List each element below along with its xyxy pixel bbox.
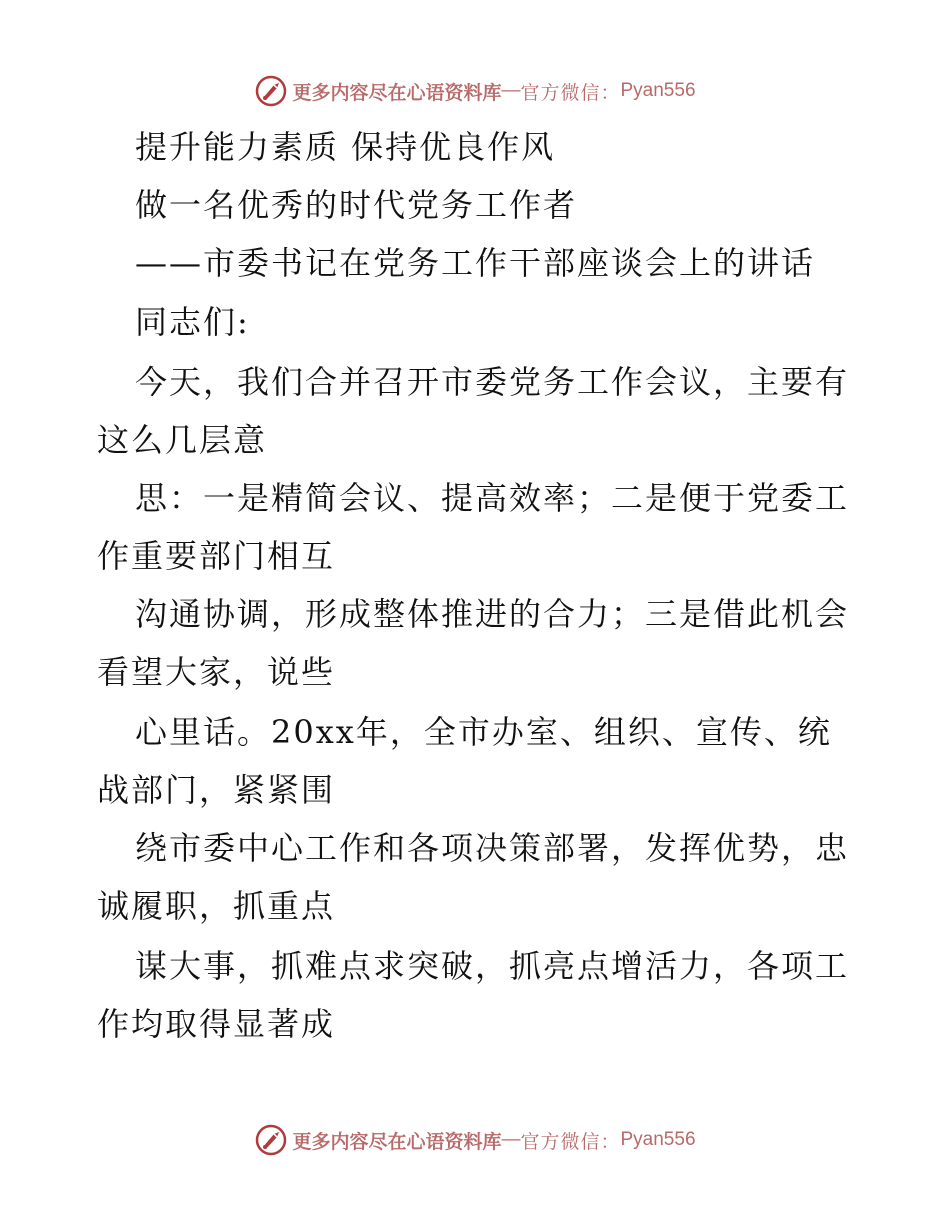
body-line: 看望大家，说些 <box>97 653 336 691</box>
body-line: 绕市委中心工作和各项决策部署，发挥优势，忠 <box>135 829 850 867</box>
watermark-label: 官方微信： <box>520 1130 621 1153</box>
watermark-label: 官方微信： <box>520 81 621 104</box>
body-line: 诚履职，抓重点 <box>97 887 336 925</box>
body-line: 今天，我们合并召开市委党务工作会议，主要有 <box>135 363 850 401</box>
watermark-logo-icon <box>254 74 288 108</box>
body-line: 作均取得显著成 <box>97 1005 336 1043</box>
watermark-brand: 更多内容尽在心语资料库 <box>292 1130 502 1153</box>
body-line: 战部门，紧紧围 <box>97 771 336 809</box>
watermark-logo-icon <box>254 1123 288 1157</box>
body-line: 思：一是精简会议、提高效率；二是便于党委工 <box>135 479 850 517</box>
watermark-dash: — <box>501 80 521 101</box>
footer-watermark <box>0 1120 950 1160</box>
greeting-line: 同志们: <box>135 303 250 341</box>
title-line-2: 做一名优秀的时代党务工作者 <box>135 186 578 224</box>
body-line: 谋大事，抓难点求突破，抓亮点增活力，各项工 <box>135 947 850 985</box>
subtitle-line: ——市委书记在党务工作干部座谈会上的讲话 <box>135 244 816 282</box>
watermark-account: Pyan556 <box>620 80 696 101</box>
body-line: 沟通协调，形成整体推进的合力；三是借此机会 <box>135 595 850 633</box>
body-line: 作重要部门相互 <box>97 537 336 575</box>
watermark-dash: — <box>501 1129 521 1150</box>
watermark-brand: 更多内容尽在心语资料库 <box>292 81 502 104</box>
title-line-1: 提升能力素质 保持优良作风 <box>135 128 556 166</box>
watermark-account: Pyan556 <box>620 1129 696 1150</box>
body-line: 心里话。20xx年，全市办室、组织、宣传、统 <box>135 713 832 751</box>
header-watermark <box>0 71 950 111</box>
body-line: 这么几层意 <box>97 421 268 459</box>
